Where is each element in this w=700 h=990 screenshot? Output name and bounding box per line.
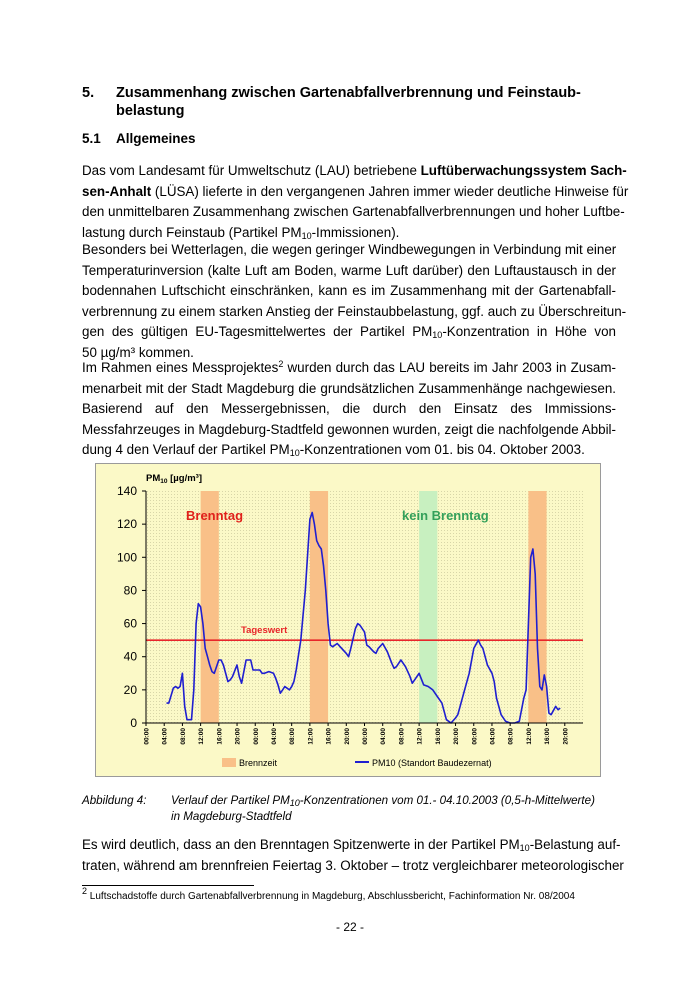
text-span: lastung durch Feinstaub (Partikel PM [82,224,302,240]
paragraph-line [82,322,616,343]
paragraph-line [82,182,629,203]
figure-caption-text [171,793,631,825]
paragraph-line: Basierend auf den Messergebnissen, die durch den Einsatz des Immissions- [82,401,616,417]
section-title-line2: belastung [116,103,185,119]
paragraph-line: Besonders bei Wetterlagen, die wegen geringer Windbewegungen in Verbindung mit einer [82,242,617,257]
text-span: -Konzentrationen vom 01. bis 04. Oktober 2003. [299,442,585,458]
paragraph-line [82,358,616,379]
paragraph-line: menarbeit mit der Stadt Magdeburg die grundsätzlichen Zusammenhänge nachgewiesen. [82,380,616,396]
figure-label: Abbildung 4: [82,794,147,807]
text-span: (LÜSA) lieferte in den vergangenen Jahren immer wieder deutliche Hinweise für [151,183,629,199]
paragraph-line: bodennahen Luftschicht einschränken, kann es im Zusammenhang mit der Gartenabfall- [82,283,616,299]
text-span: -Konzentration in Höhe von [442,324,616,340]
x-tick-label: 08:00 [507,728,515,745]
footnote-divider [82,885,254,886]
x-tick-label: 20:00 [234,728,242,745]
legend-label-burn: Brennzeit [239,758,278,768]
text-span: -Immissionen). [311,224,400,240]
subscript: 10 [519,843,530,853]
paragraph-line: verbrennung zu einem starken Anstieg der Feinstaubbelastung, ggf. auch zu Überschreitun- [82,303,627,319]
text-span: Das vom Landesamt für Umweltschutz (LAU) betriebene [82,163,421,178]
bold-term: Luftüberwachungssystem Sach- [420,163,627,178]
x-tick-label: 16:00 [544,728,552,745]
y-tick-label: 40 [123,649,137,664]
x-tick-label: 00:00 [252,728,260,745]
paragraph-3 [82,358,616,461]
section-title-line1: Zusammenhang zwischen Gartenabfallverbrennung und Feinstaub- [116,85,581,101]
x-tick-label: 00:00 [471,728,479,745]
no-burn-period-band [419,491,437,723]
y-tick-label: 20 [123,682,137,697]
subscript: 10 [432,330,443,341]
x-tick-label: 04:00 [270,728,278,745]
y-tick-label: 140 [116,484,137,498]
x-tick-label: 16:00 [216,728,224,745]
annotation-burn-day: Brenntag [186,508,244,523]
x-tick-label: 12:00 [416,728,424,745]
y-tick-label: 100 [116,550,137,565]
x-tick-label: 16:00 [325,728,333,745]
text-span: Es wird deutlich, dass an den Brenntagen Spitzenwerte in der Partikel PM [82,837,520,852]
paragraph-line [82,161,627,182]
text-span: Im Rahmen eines Messprojektes [82,360,279,375]
x-tick-label: 04:00 [161,728,169,745]
x-tick-label: 12:00 [198,728,206,745]
pm10-chart-svg [96,464,600,776]
x-tick-label: 12:00 [525,728,533,745]
footnote-reference[interactable]: 2 [278,359,284,369]
footnote-text: Luftschadstoffe durch Gartenabfallverbrennung in Magdeburg, Abschlussbericht, Fachinformation Nr. 08/2004 [87,891,575,902]
subsection-number: 5.1 [82,131,101,146]
section-heading [82,84,602,120]
paragraph-line: Messfahrzeuges in Magdeburg-Stadtfeld gewonnen wurden, zeigt die nachfolgende Abbil- [82,421,616,437]
pm10-chart [95,463,601,777]
text-span: -Konzentrationen vom 01.- 04.10.2003 (0,5-h-Mittelwerte) [299,794,595,807]
paragraph-2 [82,240,627,364]
x-tick-label: 04:00 [489,728,497,745]
x-tick-label: 20:00 [453,728,461,745]
footnote-mark: 2 [82,886,88,896]
annotation-no-burn-day: kein Brenntag [402,508,489,523]
paragraph-line: 50 µg/m³ kommen. [82,344,194,360]
text-span: -Belastung auf- [529,837,621,852]
chart-legend [222,758,492,768]
subscript: 10 [289,798,300,808]
section-number: 5. [82,85,95,101]
y-tick-label: 60 [123,616,137,631]
threshold-label: Tageswert [241,625,288,636]
legend-swatch-burn [222,758,236,767]
paragraph-4 [82,835,624,876]
x-tick-label: 00:00 [362,728,369,745]
x-tick-label: 08:00 [289,728,297,745]
y-axis-label: $PM_{10}$ [µg/m³] [146,473,202,485]
paragraph-line: Temperaturinversion (kalte Luft am Boden, warme Luft darüber) den Luftaustausch in der [82,262,616,278]
legend-label-series: PM10 (Standort Baudezernat) [372,758,492,768]
x-tick-label: 20:00 [562,728,570,745]
subscript: 10 [301,230,312,241]
x-tick-label: 16:00 [434,728,442,745]
subsection-title: Allgemeines [116,131,196,146]
paragraph-line: traten, während am brennfreien Feiertag 3. Oktober – trotz vergleichbarer meteorologischer [82,857,624,873]
paragraph-1 [82,161,629,243]
text-span: Verlauf der Partikel PM [171,794,290,807]
burn-period-band [310,491,328,723]
paragraph-line [82,440,616,461]
paragraph-line [82,835,621,856]
y-tick-label: 0 [130,716,137,730]
text-span: wurden durch das LAU bereits im Jahr 2003 in Zusam- [283,360,616,375]
y-tick-label: 80 [123,583,137,598]
x-tick-label: 04:00 [380,728,388,745]
text-span: gen des gültigen EU-Tagesmittelwertes der Partikel PM [82,324,433,340]
y-tick-label: 120 [116,517,137,532]
x-tick-label: 12:00 [307,728,315,745]
paragraph-line: den unmittelbaren Zusammenhang zwischen Gartenabfallverbrennungen und hoher Luftbe- [82,204,625,220]
x-tick-label: 20:00 [343,728,351,745]
x-tick-label: 08:00 [179,728,187,745]
footnote [82,886,575,902]
subsection-heading [82,131,196,146]
bold-term: sen-Anhalt [82,183,152,199]
page-number: - 22 - [335,920,364,934]
text-span: dung 4 den Verlauf der Partikel PM [82,442,290,458]
text-span: in Magdeburg-Stadtfeld [171,810,292,823]
subscript: 10 [289,448,300,459]
x-tick-label: 00:00 [143,728,151,745]
burn-period-band [201,491,219,723]
x-tick-label: 08:00 [398,728,406,745]
burn-period-band [528,491,546,723]
